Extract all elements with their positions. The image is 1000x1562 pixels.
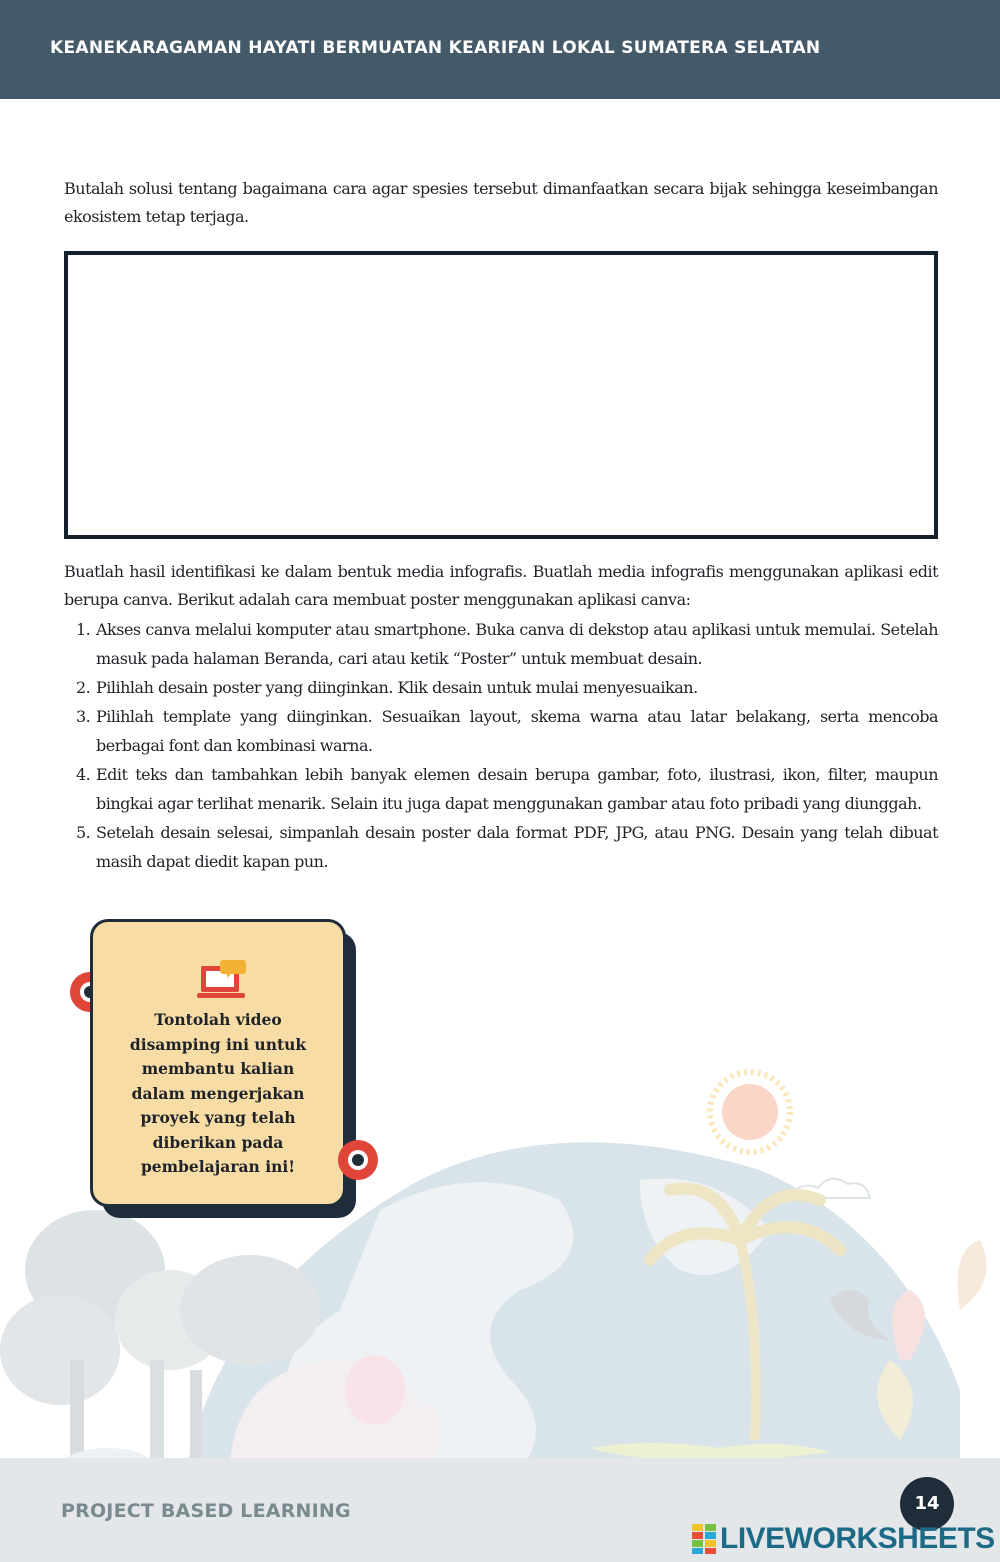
step-number: 2. — [76, 678, 91, 697]
video-info-card — [90, 919, 346, 1207]
step-text: Edit teks dan tambahkan lebih banyak elemen desain berupa gambar, foto, ilustrasi, ikon, filter, maupun bingkai agar terlihat menarik. Selain itu juga dapat menggunakan gambar atau foto pribadi yang diunggah. — [96, 765, 938, 813]
answer-box[interactable] — [64, 251, 938, 539]
list-item — [64, 615, 938, 673]
footer-label: PROJECT BASED LEARNING — [61, 1500, 351, 1522]
step-number: 1. — [76, 620, 91, 639]
laptop-chat-icon — [197, 960, 247, 1004]
liveworksheets-grid-icon — [692, 1524, 716, 1554]
header-title: KEANEKARAGAMAN HAYATI BERMUATAN KEARIFAN LOKAL SUMATERA SELATAN — [50, 38, 821, 58]
list-item — [64, 702, 938, 760]
page-number: 14 — [900, 1477, 954, 1531]
liveworksheets-logo[interactable] — [692, 1522, 995, 1556]
step-text: Pilihlah desain poster yang diinginkan. Klik desain untuk mulai menyesuaikan. — [96, 678, 698, 697]
step-number: 3. — [76, 707, 91, 726]
step-number: 4. — [76, 765, 91, 784]
list-item — [64, 760, 938, 818]
steps-list — [64, 615, 938, 876]
card-text: Tontolah video disamping ini untuk membantu kalian dalam mengerjakan proyek yang telah diberikan pada pembelajaran ini! — [129, 1010, 307, 1176]
page-header — [0, 0, 1000, 99]
brand-name: LIVEWORKSHEETS — [720, 1522, 995, 1555]
instruction-infographic: Buatlah hasil identifikasi ke dalam bentuk media infografis. Buatlah media infografis menggunakan aplikasi edit berupa canva. Berikut adalah cara membuat poster menggunakan aplikasi canva: — [64, 562, 938, 609]
step-text: Pilihlah template yang diinginkan. Sesuaikan layout, skema warna atau latar belakang, serta mencoba berbagai font dan kombinasi warna. — [96, 707, 938, 755]
step-text: Akses canva melalui komputer atau smartphone. Buka canva di dekstop atau aplikasi untuk memulai. Setelah masuk pada halaman Beranda, cari atau ketik “Poster” untuk membuat desain. — [96, 620, 938, 668]
step-text: Setelah desain selesai, simpanlah desain poster dala format PDF, JPG, atau PNG. Desain yang telah dibuat masih dapat diedit kapan pun. — [96, 823, 938, 871]
instruction-solution: Butalah solusi tentang bagaimana cara agar spesies tersebut dimanfaatkan secara bijak sehingga keseimbangan ekosistem tetap terjaga. — [64, 179, 938, 226]
list-item — [64, 673, 938, 702]
binder-ring-icon — [332, 1134, 384, 1186]
sun-icon — [710, 1072, 790, 1152]
list-item — [64, 818, 938, 876]
step-number: 5. — [76, 823, 91, 842]
